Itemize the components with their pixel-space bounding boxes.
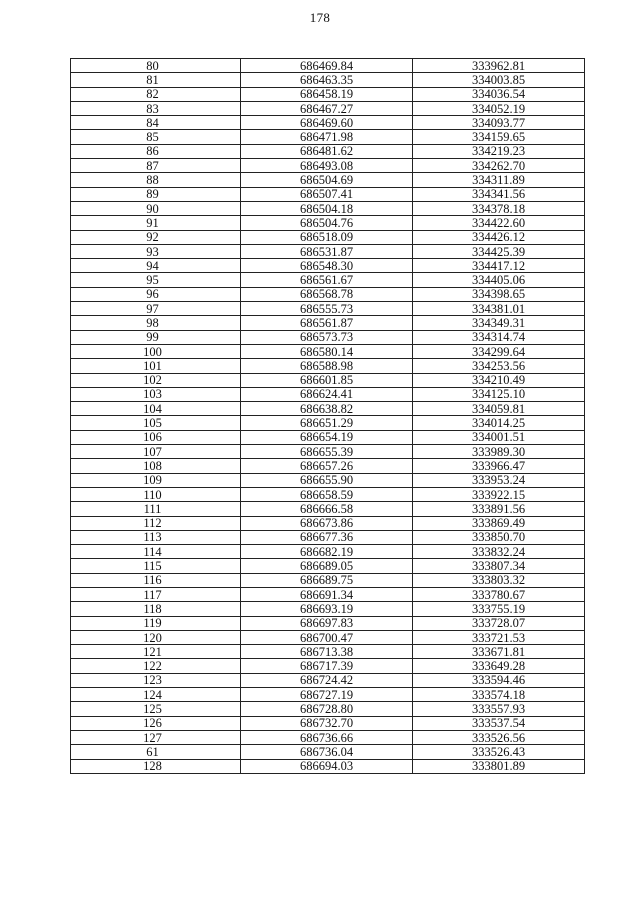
y-coordinate-cell: 333891.56 (413, 502, 585, 516)
x-coordinate-cell: 686657.26 (241, 459, 413, 473)
coordinates-table (70, 58, 585, 774)
point-number-cell: 98 (71, 316, 241, 330)
y-coordinate-cell: 333850.70 (413, 530, 585, 544)
x-coordinate-cell: 686655.90 (241, 473, 413, 487)
point-number-cell: 85 (71, 130, 241, 144)
table-row (71, 101, 585, 115)
table-row (71, 244, 585, 258)
y-coordinate-cell: 333526.56 (413, 730, 585, 744)
point-number-cell: 82 (71, 87, 241, 101)
x-coordinate-cell: 686504.69 (241, 173, 413, 187)
table-row (71, 587, 585, 601)
table-row (71, 359, 585, 373)
x-coordinate-cell: 686469.60 (241, 116, 413, 130)
point-number-cell: 92 (71, 230, 241, 244)
point-number-cell: 99 (71, 330, 241, 344)
table-row (71, 502, 585, 516)
point-number-cell: 126 (71, 716, 241, 730)
y-coordinate-cell: 334314.74 (413, 330, 585, 344)
point-number-cell: 108 (71, 459, 241, 473)
table-row (71, 216, 585, 230)
point-number-cell: 87 (71, 159, 241, 173)
table-row (71, 559, 585, 573)
y-coordinate-cell: 334059.81 (413, 402, 585, 416)
y-coordinate-cell: 333671.81 (413, 645, 585, 659)
x-coordinate-cell: 686638.82 (241, 402, 413, 416)
x-coordinate-cell: 686504.18 (241, 201, 413, 215)
point-number-cell: 112 (71, 516, 241, 530)
y-coordinate-cell: 333721.53 (413, 630, 585, 644)
table-row (71, 630, 585, 644)
y-coordinate-cell: 333989.30 (413, 445, 585, 459)
y-coordinate-cell: 334299.64 (413, 344, 585, 358)
x-coordinate-cell: 686677.36 (241, 530, 413, 544)
point-number-cell: 100 (71, 344, 241, 358)
x-coordinate-cell: 686518.09 (241, 230, 413, 244)
point-number-cell: 116 (71, 573, 241, 587)
x-coordinate-cell: 686471.98 (241, 130, 413, 144)
y-coordinate-cell: 334426.12 (413, 230, 585, 244)
table-row (71, 230, 585, 244)
y-coordinate-cell: 334219.23 (413, 144, 585, 158)
x-coordinate-cell: 686673.86 (241, 516, 413, 530)
point-number-cell: 95 (71, 273, 241, 287)
point-number-cell: 123 (71, 673, 241, 687)
y-coordinate-cell: 333922.15 (413, 487, 585, 501)
x-coordinate-cell: 686727.19 (241, 688, 413, 702)
table-row (71, 645, 585, 659)
x-coordinate-cell: 686728.80 (241, 702, 413, 716)
x-coordinate-cell: 686504.76 (241, 216, 413, 230)
x-coordinate-cell: 686481.62 (241, 144, 413, 158)
x-coordinate-cell: 686689.05 (241, 559, 413, 573)
table-row (71, 602, 585, 616)
point-number-cell: 111 (71, 502, 241, 516)
x-coordinate-cell: 686691.34 (241, 587, 413, 601)
x-coordinate-cell: 686458.19 (241, 87, 413, 101)
y-coordinate-cell: 334378.18 (413, 201, 585, 215)
table-row (71, 659, 585, 673)
y-coordinate-cell: 333649.28 (413, 659, 585, 673)
table-row (71, 516, 585, 530)
table-row (71, 201, 585, 215)
y-coordinate-cell: 333780.67 (413, 587, 585, 601)
table-row (71, 287, 585, 301)
coordinates-table-body (71, 59, 585, 774)
y-coordinate-cell: 333962.81 (413, 59, 585, 73)
point-number-cell: 117 (71, 587, 241, 601)
table-row (71, 702, 585, 716)
table-row (71, 330, 585, 344)
point-number-cell: 105 (71, 416, 241, 430)
x-coordinate-cell: 686469.84 (241, 59, 413, 73)
point-number-cell: 93 (71, 244, 241, 258)
y-coordinate-cell: 334422.60 (413, 216, 585, 230)
y-coordinate-cell: 334052.19 (413, 101, 585, 115)
y-coordinate-cell: 333869.49 (413, 516, 585, 530)
x-coordinate-cell: 686654.19 (241, 430, 413, 444)
table-row (71, 130, 585, 144)
table-row (71, 373, 585, 387)
table-row (71, 259, 585, 273)
table-row (71, 144, 585, 158)
table-row (71, 473, 585, 487)
x-coordinate-cell: 686697.83 (241, 616, 413, 630)
x-coordinate-cell: 686700.47 (241, 630, 413, 644)
y-coordinate-cell: 334159.65 (413, 130, 585, 144)
y-coordinate-cell: 334001.51 (413, 430, 585, 444)
y-coordinate-cell: 333966.47 (413, 459, 585, 473)
y-coordinate-cell: 334093.77 (413, 116, 585, 130)
y-coordinate-cell: 333574.18 (413, 688, 585, 702)
y-coordinate-cell: 334014.25 (413, 416, 585, 430)
x-coordinate-cell: 686573.73 (241, 330, 413, 344)
point-number-cell: 80 (71, 59, 241, 73)
page-number: 178 (309, 10, 331, 25)
point-number-cell: 125 (71, 702, 241, 716)
point-number-cell: 113 (71, 530, 241, 544)
point-number-cell: 124 (71, 688, 241, 702)
y-coordinate-cell: 334425.39 (413, 244, 585, 258)
point-number-cell: 119 (71, 616, 241, 630)
point-number-cell: 97 (71, 302, 241, 316)
x-coordinate-cell: 686655.39 (241, 445, 413, 459)
table-row (71, 387, 585, 401)
point-number-cell: 61 (71, 745, 241, 759)
y-coordinate-cell: 333832.24 (413, 545, 585, 559)
y-coordinate-cell: 334003.85 (413, 73, 585, 87)
point-number-cell: 103 (71, 387, 241, 401)
y-coordinate-cell: 334036.54 (413, 87, 585, 101)
x-coordinate-cell: 686463.35 (241, 73, 413, 87)
point-number-cell: 88 (71, 173, 241, 187)
x-coordinate-cell: 686713.38 (241, 645, 413, 659)
table-row (71, 344, 585, 358)
y-coordinate-cell: 334405.06 (413, 273, 585, 287)
x-coordinate-cell: 686493.08 (241, 159, 413, 173)
point-number-cell: 91 (71, 216, 241, 230)
y-coordinate-cell: 333807.34 (413, 559, 585, 573)
y-coordinate-cell: 334398.65 (413, 287, 585, 301)
y-coordinate-cell: 334349.31 (413, 316, 585, 330)
x-coordinate-cell: 686555.73 (241, 302, 413, 316)
point-number-cell: 109 (71, 473, 241, 487)
x-coordinate-cell: 686689.75 (241, 573, 413, 587)
y-coordinate-cell: 334417.12 (413, 259, 585, 273)
table-row (71, 116, 585, 130)
table-row (71, 316, 585, 330)
point-number-cell: 107 (71, 445, 241, 459)
x-coordinate-cell: 686467.27 (241, 101, 413, 115)
table-row (71, 402, 585, 416)
y-coordinate-cell: 333594.46 (413, 673, 585, 687)
y-coordinate-cell: 333526.43 (413, 745, 585, 759)
point-number-cell: 114 (71, 545, 241, 559)
y-coordinate-cell: 334210.49 (413, 373, 585, 387)
x-coordinate-cell: 686580.14 (241, 344, 413, 358)
table-row (71, 87, 585, 101)
point-number-cell: 84 (71, 116, 241, 130)
table-row (71, 59, 585, 73)
x-coordinate-cell: 686724.42 (241, 673, 413, 687)
y-coordinate-cell: 333755.19 (413, 602, 585, 616)
x-coordinate-cell: 686531.87 (241, 244, 413, 258)
table-row (71, 459, 585, 473)
table-row (71, 688, 585, 702)
table-row (71, 273, 585, 287)
point-number-cell: 115 (71, 559, 241, 573)
table-row (71, 730, 585, 744)
x-coordinate-cell: 686666.58 (241, 502, 413, 516)
point-number-cell: 106 (71, 430, 241, 444)
point-number-cell: 90 (71, 201, 241, 215)
point-number-cell: 127 (71, 730, 241, 744)
table-row (71, 73, 585, 87)
x-coordinate-cell: 686561.87 (241, 316, 413, 330)
table-row (71, 445, 585, 459)
y-coordinate-cell: 333801.89 (413, 759, 585, 773)
table-row (71, 673, 585, 687)
x-coordinate-cell: 686507.41 (241, 187, 413, 201)
x-coordinate-cell: 686736.66 (241, 730, 413, 744)
x-coordinate-cell: 686651.29 (241, 416, 413, 430)
table-row (71, 745, 585, 759)
x-coordinate-cell: 686693.19 (241, 602, 413, 616)
point-number-cell: 83 (71, 101, 241, 115)
table-row (71, 187, 585, 201)
point-number-cell: 128 (71, 759, 241, 773)
y-coordinate-cell: 334125.10 (413, 387, 585, 401)
x-coordinate-cell: 686717.39 (241, 659, 413, 673)
table-row (71, 616, 585, 630)
y-coordinate-cell: 334262.70 (413, 159, 585, 173)
point-number-cell: 89 (71, 187, 241, 201)
table-row (71, 430, 585, 444)
point-number-cell: 86 (71, 144, 241, 158)
table-row (71, 416, 585, 430)
x-coordinate-cell: 686736.04 (241, 745, 413, 759)
y-coordinate-cell: 333557.93 (413, 702, 585, 716)
table-row (71, 159, 585, 173)
x-coordinate-cell: 686682.19 (241, 545, 413, 559)
point-number-cell: 102 (71, 373, 241, 387)
x-coordinate-cell: 686732.70 (241, 716, 413, 730)
table-row (71, 302, 585, 316)
y-coordinate-cell: 334253.56 (413, 359, 585, 373)
point-number-cell: 120 (71, 630, 241, 644)
table-row (71, 173, 585, 187)
point-number-cell: 101 (71, 359, 241, 373)
x-coordinate-cell: 686624.41 (241, 387, 413, 401)
table-row (71, 759, 585, 773)
x-coordinate-cell: 686658.59 (241, 487, 413, 501)
table-row (71, 487, 585, 501)
table-row (71, 573, 585, 587)
point-number-cell: 96 (71, 287, 241, 301)
y-coordinate-cell: 333537.54 (413, 716, 585, 730)
x-coordinate-cell: 686601.85 (241, 373, 413, 387)
x-coordinate-cell: 686568.78 (241, 287, 413, 301)
x-coordinate-cell: 686561.67 (241, 273, 413, 287)
y-coordinate-cell: 333803.32 (413, 573, 585, 587)
table-row (71, 716, 585, 730)
point-number-cell: 118 (71, 602, 241, 616)
point-number-cell: 121 (71, 645, 241, 659)
y-coordinate-cell: 333953.24 (413, 473, 585, 487)
y-coordinate-cell: 334341.56 (413, 187, 585, 201)
x-coordinate-cell: 686548.30 (241, 259, 413, 273)
point-number-cell: 122 (71, 659, 241, 673)
y-coordinate-cell: 334381.01 (413, 302, 585, 316)
x-coordinate-cell: 686694.03 (241, 759, 413, 773)
point-number-cell: 104 (71, 402, 241, 416)
table-row (71, 530, 585, 544)
point-number-cell: 110 (71, 487, 241, 501)
y-coordinate-cell: 334311.89 (413, 173, 585, 187)
point-number-cell: 81 (71, 73, 241, 87)
x-coordinate-cell: 686588.98 (241, 359, 413, 373)
table-row (71, 545, 585, 559)
y-coordinate-cell: 333728.07 (413, 616, 585, 630)
point-number-cell: 94 (71, 259, 241, 273)
